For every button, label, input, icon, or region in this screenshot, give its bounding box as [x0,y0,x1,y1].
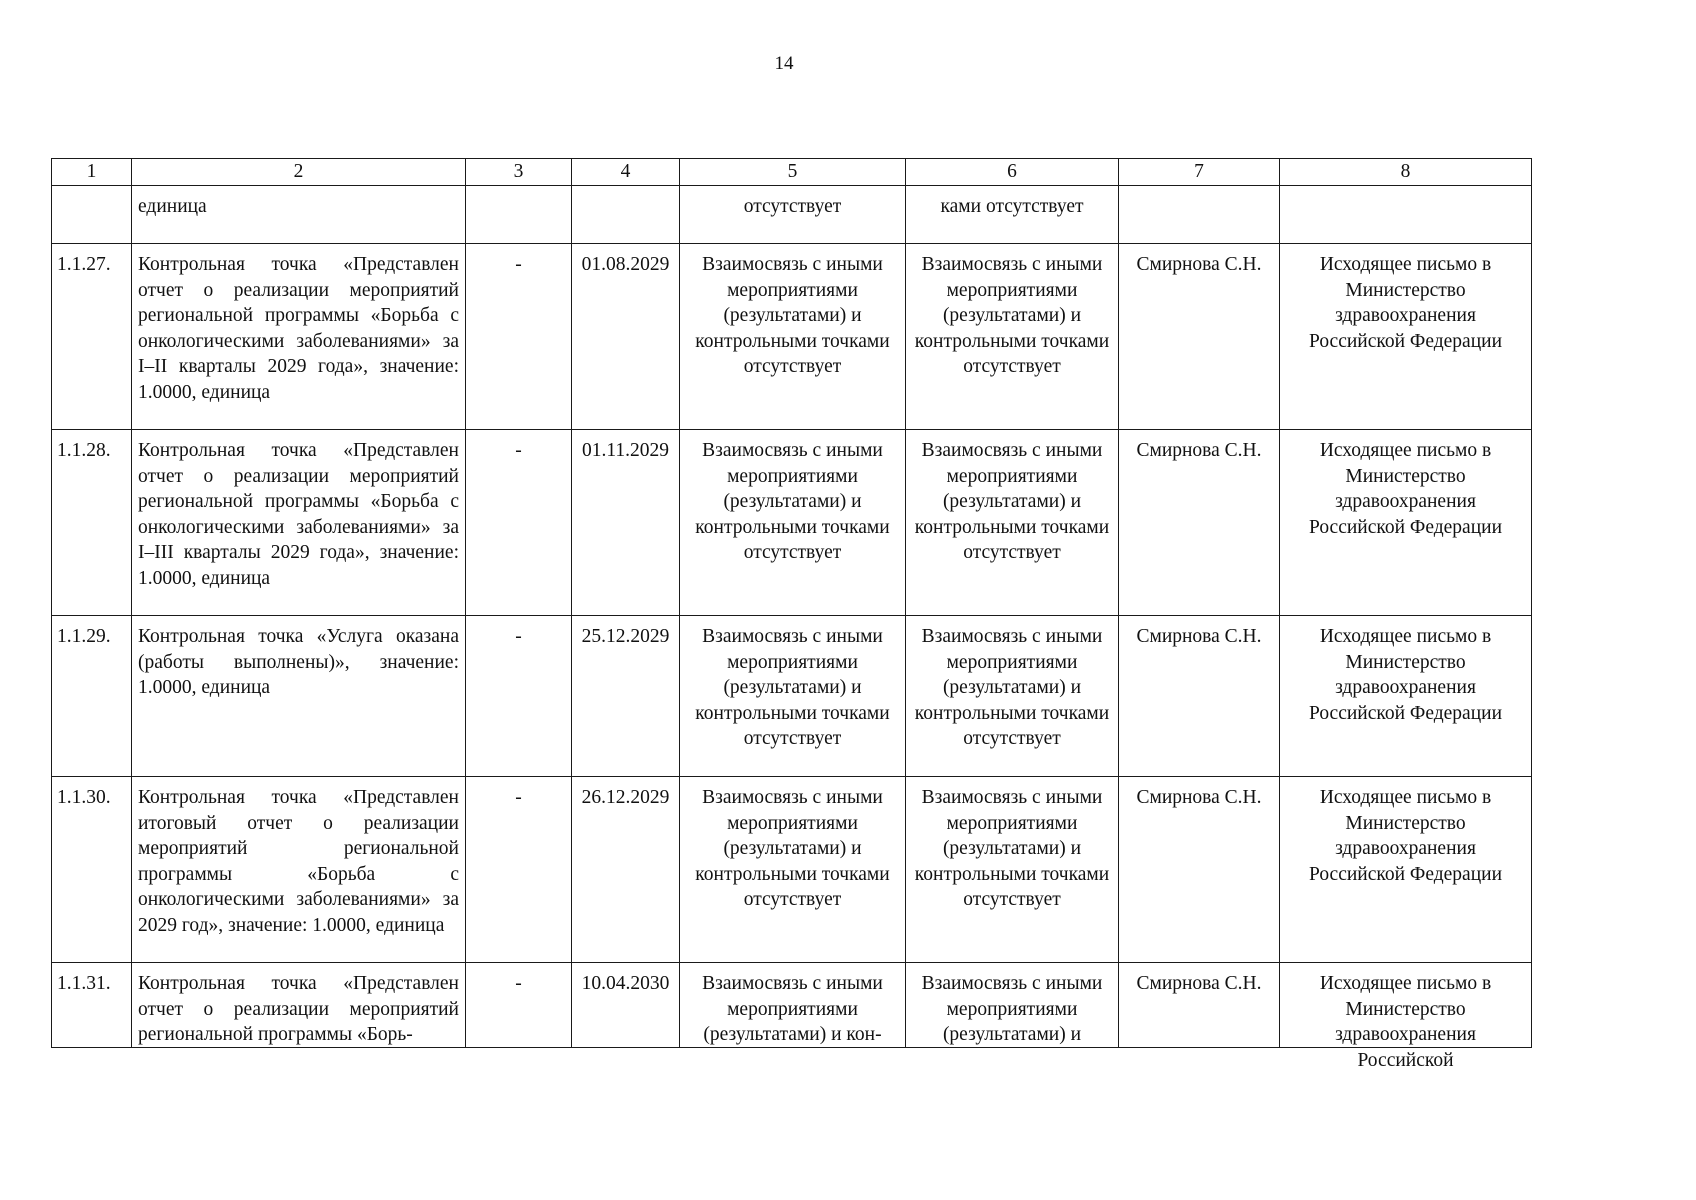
description-cell: Контрольная точка «Представлен отчет о реализации мероприятий региональной программы «Борьба с онкологическими заболеваниями» за I–III кварталы 2029 года», значение: 1.0000, единица [138,440,459,589]
responsible-cell: Смирнова С.Н. [1136,440,1262,461]
document-cell: Исходящее письмо в Министерство здравоохранения Российской Федерации [1308,787,1503,885]
relation-cell: Взаимосвязь с иными мероприятиями (результатами) и контрольными точками отсутствует [695,254,890,377]
row-number-cell: 1.1.27. [57,254,111,275]
description-cell: Контрольная точка «Представлен отчет о реализации мероприятий региональной программы «Борьба с онкологическими заболеваниями» за I–II кварталы 2029 года», значение: 1.0000, единица [138,254,459,403]
col3-cell: - [515,973,522,994]
table-row [52,430,1532,616]
responsible-cell: Смирнова С.Н. [1136,254,1262,275]
column-header: 4 [572,159,680,186]
col3-cell: - [515,787,522,808]
description-cell: Контрольная точка «Представлен отчет о реализации мероприятий региональной программы «Борь- [138,973,459,1045]
relation-cell: Взаимосвязь с иными мероприятиями (результатами) и контрольными точками отсутствует [695,626,890,749]
row-number-cell: 1.1.30. [57,787,111,808]
date-cell: 01.08.2029 [581,254,670,275]
continuation-row [52,186,1532,244]
column-header: 6 [906,159,1119,186]
col3-cell: - [515,254,522,275]
column-header: 1 [52,159,132,186]
relation-results-cell: Взаимосвязь с иными мероприятиями (результатами) и контрольными точками отсутствует [914,787,1110,910]
responsible-cell: Смирнова С.Н. [1136,973,1262,994]
col3-cell: - [515,626,522,647]
row-number-cell: 1.1.29. [57,626,111,647]
description-cell: единица [138,196,207,217]
table-cell [680,186,906,244]
table-cell [572,186,680,244]
document-cell: Исходящее письмо в Министерство здравоохранения Российской Федерации [1308,440,1503,538]
relation-cell: Взаимосвязь с иными мероприятиями (результатами) и контрольными точками отсутствует [695,787,890,910]
relation-results-cell: ками отсутствует [940,196,1084,217]
document-cell: Исходящее письмо в Министерство здравоохранения Российской Федерации [1308,626,1503,724]
relation-cell: Взаимосвязь с иными мероприятиями (результатами) и кон- [702,973,883,1045]
relation-cell: отсутствует [743,196,842,217]
table-cell [132,186,466,244]
date-cell: 25.12.2029 [581,626,670,647]
column-header: 8 [1280,159,1532,186]
row-number-cell: 1.1.31. [57,973,111,994]
document-cell: Исходящее письмо в Министерство здравоохранения Российской [1319,973,1492,1071]
document-cell: Исходящее письмо в Министерство здравоохранения Российской Федерации [1308,254,1503,352]
control-points-table [51,158,1532,1071]
date-cell: 01.11.2029 [581,440,670,461]
table-cell [1280,186,1532,244]
row-number-cell: 1.1.28. [57,440,111,461]
column-header: 7 [1119,159,1280,186]
relation-cell: Взаимосвязь с иными мероприятиями (результатами) и контрольными точками отсутствует [695,440,890,563]
table-cell [466,186,572,244]
table-row [52,244,1532,430]
responsible-cell: Смирнова С.Н. [1136,787,1262,808]
page-number: 14 [774,53,794,74]
relation-results-cell: Взаимосвязь с иными мероприятиями (результатами) и [921,973,1103,1045]
date-cell: 10.04.2030 [581,973,670,994]
description-cell: Контрольная точка «Представлен итоговый отчет о реализации мероприятий региональной программы «Борьба с онкологическими заболеваниями» за 2029 год», значение: 1.0000, единица [138,787,459,936]
table-row [52,963,1532,1048]
date-cell: 26.12.2029 [581,787,670,808]
relation-results-cell: Взаимосвязь с иными мероприятиями (результатами) и контрольными точками отсутствует [914,440,1110,563]
table-row [52,777,1532,963]
table-cell [906,186,1119,244]
table-row [52,616,1532,777]
col3-cell: - [515,440,522,461]
column-header: 5 [680,159,906,186]
column-header: 2 [132,159,466,186]
column-number-row [52,159,1532,186]
column-header: 3 [466,159,572,186]
description-cell: Контрольная точка «Услуга оказана (работы выполнены)», значение: 1.0000, единица [138,626,459,698]
responsible-cell: Смирнова С.Н. [1136,626,1262,647]
table-cell [52,186,132,244]
relation-results-cell: Взаимосвязь с иными мероприятиями (результатами) и контрольными точками отсутствует [914,254,1110,377]
relation-results-cell: Взаимосвязь с иными мероприятиями (результатами) и контрольными точками отсутствует [914,626,1110,749]
table-cell [1119,186,1280,244]
